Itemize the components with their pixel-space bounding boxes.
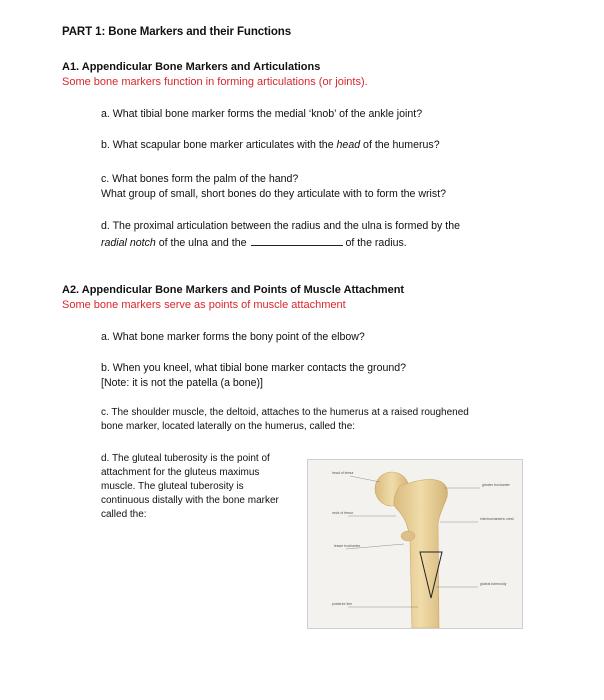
question-a1-b-suffix: of the humerus? [360, 139, 440, 151]
question-a1-d-end: of the radius. [345, 237, 407, 249]
answer-blank[interactable] [251, 234, 343, 246]
label-gluteal-tuberosity: gluteal tuberosity [480, 582, 507, 586]
question-a1-c-line1: c. What bones form the palm of the hand? [101, 173, 299, 185]
question-a1-d [101, 219, 531, 251]
question-a2-a: a. What bone marker forms the bony point of the elbow? [101, 331, 365, 343]
question-a1-c-line2: What group of small, short bones do they articulate with to form the wrist? [101, 188, 447, 200]
question-a2-c [101, 406, 531, 434]
lesser-trochanter [401, 531, 415, 541]
question-a1-a: a. What tibial bone marker forms the medial ‘knob’ of the ankle joint? [101, 108, 423, 120]
question-a2-d-line: continuous distally with the bone marker [101, 495, 279, 506]
question-a1-b-prefix: b. What scapular bone marker articulates with the [101, 139, 337, 151]
label-posterior-line: posterior line [332, 602, 353, 606]
femur-illustration [308, 460, 522, 628]
label-greater-trochanter: greater trochanter [482, 483, 510, 487]
question-a2-d-line: muscle. The gluteal tuberosity is [101, 481, 244, 492]
question-a1-d-line1: d. The proximal articulation between the radius and the ulna is formed by the [101, 220, 461, 232]
label-lesser-trochanter: lesser trochanter [334, 544, 361, 548]
section-a1-subtitle: Some bone markers function in forming articulations (or joints). [62, 76, 368, 88]
question-a2-c-line1: c. The shoulder muscle, the deltoid, attaches to the humerus at a raised roughened [101, 407, 469, 418]
question-a1-d-emphasis: radial notch [101, 237, 156, 249]
question-a2-d-line: d. The gluteal tuberosity is the point of [101, 453, 270, 464]
question-a2-d-line: attachment for the gluteus maximus [101, 467, 260, 478]
question-a2-d [101, 452, 301, 522]
question-a2-b [101, 361, 531, 391]
label-intertrochanteric-crest: intertrochanteric crest [480, 517, 514, 521]
question-a2-d-line: called the: [101, 509, 147, 520]
question-a2-b-line2: [Note: it is not the patella (a bone)] [101, 377, 263, 389]
section-a2-title: A2. Appendicular Bone Markers and Points of Muscle Attachment [62, 284, 405, 296]
question-a1-b [101, 138, 531, 153]
question-a2-b-line1: b. When you kneel, what tibial bone marker contacts the ground? [101, 362, 407, 374]
section-a2-subtitle: Some bone markers serve as points of muscle attachment [62, 299, 346, 311]
femur-figure [307, 459, 523, 629]
question-a1-b-emphasis: head [336, 139, 361, 151]
section-a1-title: A1. Appendicular Bone Markers and Articulations [62, 61, 321, 73]
part-title: PART 1: Bone Markers and their Functions [62, 26, 292, 38]
label-neck-of-femur: neck of femur [332, 511, 354, 515]
question-a1-c [101, 172, 531, 202]
label-head-of-femur: head of femur [332, 471, 354, 475]
question-a2-c-line2: bone marker, located laterally on the humerus, called the: [101, 421, 356, 432]
question-a1-d-mid: of the ulna and the [155, 237, 247, 249]
